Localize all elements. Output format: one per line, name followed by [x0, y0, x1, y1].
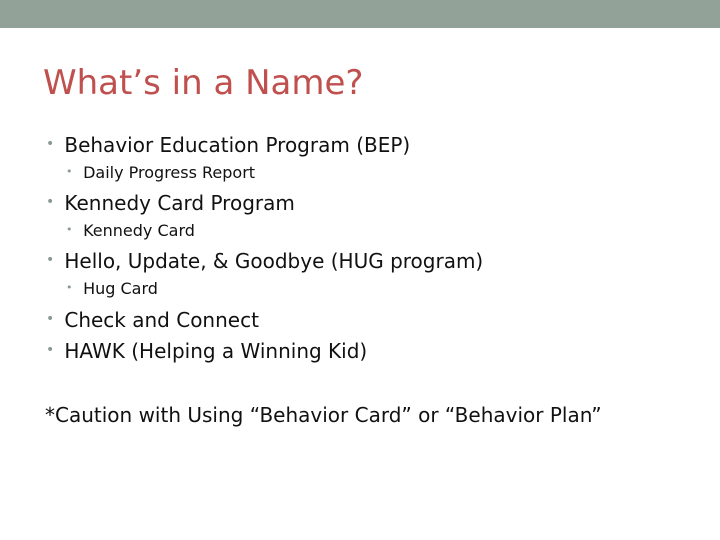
bullet-dot-icon: •: [66, 164, 73, 178]
sub-bullet-kennedy-card: [66, 218, 195, 243]
caution-note: *Caution with Using “Behavior Card” or “Behavior Plan”: [45, 403, 602, 427]
bullet-text: Hello, Update, & Goodbye (HUG program): [64, 248, 484, 273]
bullet-dot-icon: •: [46, 193, 55, 210]
bullet-text: Behavior Education Program (BEP): [64, 132, 411, 157]
bullet-item-hawk: [46, 334, 367, 366]
top-accent-bar: [0, 0, 720, 28]
bullet-dot-icon: •: [46, 251, 55, 268]
bullet-dot-icon: •: [66, 280, 73, 294]
bullet-dot-icon: •: [46, 341, 55, 358]
bullet-list: [46, 128, 696, 508]
bullet-dot-icon: •: [46, 135, 55, 152]
bullet-text: HAWK (Helping a Winning Kid): [64, 338, 368, 363]
bullet-text: Check and Connect: [64, 307, 259, 332]
sub-bullet-daily-progress-report: [66, 160, 255, 185]
sub-bullet-text: Daily Progress Report: [83, 162, 256, 182]
bullet-dot-icon: •: [66, 222, 73, 236]
slide-title: What’s in a Name?: [43, 63, 364, 103]
bullet-item-check-and-connect: [46, 303, 259, 335]
sub-bullet-text: Kennedy Card: [83, 220, 195, 240]
bullet-item-bep: [46, 128, 410, 160]
sub-bullet-text: Hug Card: [83, 278, 158, 298]
bullet-dot-icon: •: [46, 310, 55, 327]
bullet-item-hug-program: [46, 244, 483, 276]
bullet-text: Kennedy Card Program: [64, 190, 295, 215]
bullet-item-kennedy-card-program: [46, 186, 295, 218]
sub-bullet-hug-card: [66, 276, 158, 301]
